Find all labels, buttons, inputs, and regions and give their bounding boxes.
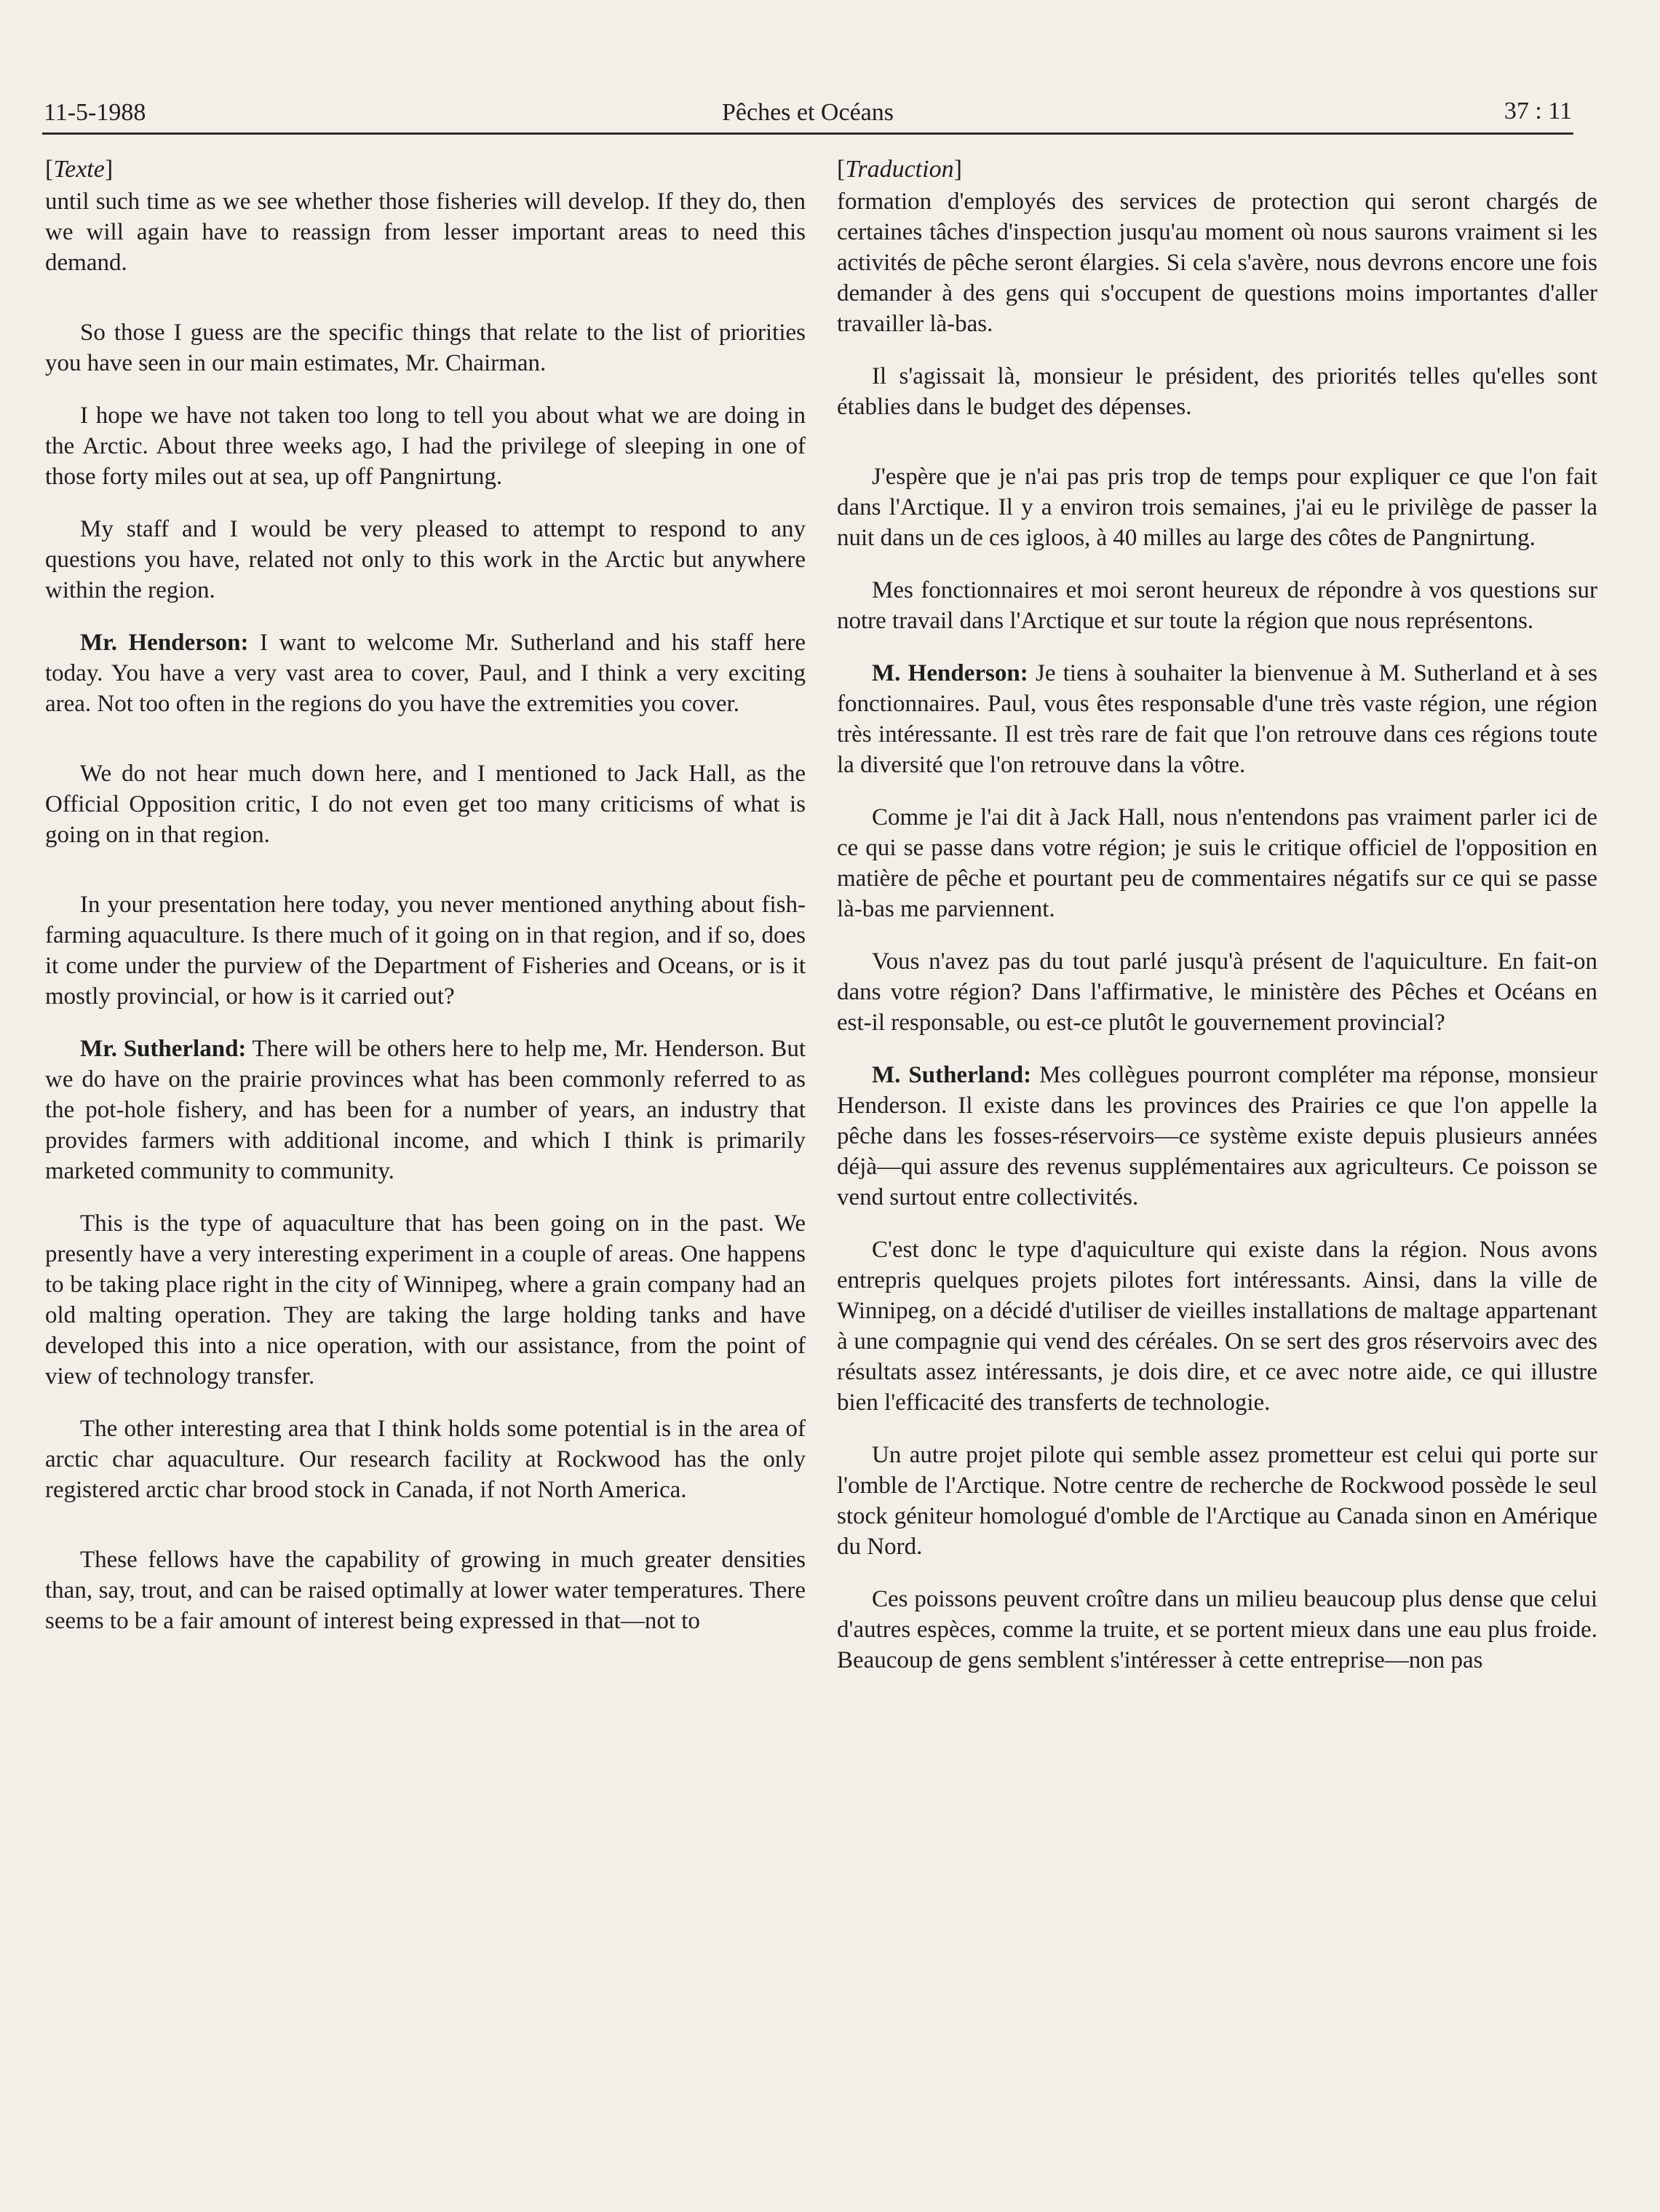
paragraph-text: Mes collègues pourront compléter ma réponse, monsieur Henderson. Il existe dans les provinces des Prairies ce que l'on appelle la pêche dans les fosses-réservoirs—ce système existe depuis plusieurs années déjà—qui assure des revenus supplémentaires aux agriculteurs. Ce poisson se vend surtout entre collectivités. xyxy=(837,1062,1597,1210)
paragraph xyxy=(837,1440,1597,1562)
french-column xyxy=(837,153,1597,1697)
speaker-name: Mr. Henderson: xyxy=(80,630,249,656)
paragraph xyxy=(45,317,806,378)
paragraph-text: Ces poissons peuvent croître dans un milieu beaucoup plus dense que celui d'autres espèces, comme la truite, et se portent mieux dans une eau plus froide. Beaucoup de gens semblent s'intéresser à cette entreprise—non pas xyxy=(837,1586,1597,1673)
paragraph xyxy=(837,461,1597,553)
paragraph xyxy=(45,1545,806,1636)
language-label-text: Traduction xyxy=(845,156,954,183)
paragraph-text: Il s'agissait là, monsieur le président, des priorités telles qu'elles sont établies dans le budget des dépenses. xyxy=(837,363,1597,420)
paragraph-text: Un autre projet pilote qui semble assez prometteur est celui qui porte sur l'omble de l'Arctique. Notre centre de recherche de Rockwood possède le seul stock géniteur homologué d'omble de l'Arctique au Canada sinon en Amérique du Nord. xyxy=(837,1442,1597,1560)
paragraph-text: I want to welcome Mr. Sutherland and his staff here today. You have a very vast area to cover, Paul, and I think a very exciting area. Not too often in the regions do you have the extremities you cover. xyxy=(45,630,806,717)
paragraph-text: formation d'employés des services de protection qui seront chargés de certaines tâches d'inspection jusqu'au moment où nous saurons vraiment si les activités de pêche seront élargies. Si cela s'avère, nous devrons encore une fois demander à des gens qui s'occupent de questions moins importantes d'aller travailler là-bas. xyxy=(837,189,1597,337)
paragraph xyxy=(45,514,806,606)
paragraph xyxy=(837,575,1597,636)
paragraph-text: The other interesting area that I think holds some potential is in the area of arctic char aquaculture. Our research facility at Rockwood has the only registered arctic char brood stock in Canada, if not North America. xyxy=(45,1416,806,1503)
paragraph-text: We do not hear much down here, and I mentioned to Jack Hall, as the Official Opposition critic, I do not even get too many criticisms of what is going on in that region. xyxy=(45,761,806,848)
paragraph-text: Comme je l'ai dit à Jack Hall, nous n'entendons pas vraiment parler ici de ce qui se passe dans votre région; je suis le critique officiel de l'opposition en matière de pêche et pourtant peu de commentaires négatifs sur ce qui se passe là-bas me parviennent. xyxy=(837,804,1597,922)
paragraph xyxy=(837,186,1597,339)
paragraph-text: J'espère que je n'ai pas pris trop de temps pour expliquer ce que l'on fait dans l'Arctique. Il y a environ trois semaines, j'ai eu le privilège de passer la nuit dans un de ces igloos, à 40 milles au large des côtes de Pangnirtung. xyxy=(837,464,1597,551)
paragraph xyxy=(45,1208,806,1392)
paragraph-text: This is the type of aquaculture that has been going on in the past. We presently have a very interesting experiment in a couple of areas. One happens to be taking place right in the city of Winnipeg, where a grain company had an old malting operation. They are taking the large holding tanks and have developed this into a nice operation, with our assistance, from the point of view of technology transfer. xyxy=(45,1210,806,1390)
language-label: [Texte] xyxy=(45,156,114,183)
paragraph-text: My staff and I would be very pleased to attempt to respond to any questions you have, related not only to this work in the Arctic but anywhere within the region. xyxy=(45,516,806,603)
paragraph-text: until such time as we see whether those fisheries will develop. If they do, then we will again have to reassign from lesser important areas to need this demand. xyxy=(45,189,806,276)
header-date: 11-5-1988 xyxy=(44,99,146,126)
paragraph-text: I hope we have not taken too long to tell you about what we are doing in the Arctic. About three weeks ago, I had the privilege of sleeping in one of those forty miles out at sea, up off Pangnirtung. xyxy=(45,403,806,490)
paragraph-text: These fellows have the capability of growing in much greater densities than, say, trout, and can be raised optimally at lower water temperatures. There seems to be a fair amount of interest being expressed in that—not to xyxy=(45,1547,806,1634)
paragraph-text: Vous n'avez pas du tout parlé jusqu'à présent de l'aquiculture. En fait-on dans votre région? Dans l'affirmative, le ministère des Pêches et Océans en est-il responsable, ou est-ce plutôt le gouvernement provincial? xyxy=(837,948,1597,1036)
paragraph-text: There will be others here to help me, Mr. Henderson. But we do have on the prairie provinces what has been commonly referred to as the pot-hole fishery, and has been for a number of years, an industry that provides farmers with additional income, and which I think is primarily marketed community to community. xyxy=(45,1036,806,1184)
paragraph xyxy=(837,1060,1597,1213)
page-header xyxy=(44,91,1572,135)
paragraph xyxy=(45,889,806,1012)
paragraph xyxy=(837,1234,1597,1418)
paragraph xyxy=(837,802,1597,924)
speaker-name: Mr. Sutherland: xyxy=(80,1036,247,1062)
paragraph-text: In your presentation here today, you never mentioned anything about fish-farming aquaculture. Is there much of it going on in that region, and if so, does it come under the purview of the Department of Fisheries and Oceans, or is it mostly provincial, or how is it carried out? xyxy=(45,892,806,1010)
paragraph xyxy=(837,361,1597,422)
paragraph xyxy=(45,1414,806,1505)
language-label-text: Texte xyxy=(53,156,105,183)
paragraph xyxy=(45,186,806,278)
language-label: [Traduction] xyxy=(837,156,962,183)
paragraph xyxy=(45,758,806,850)
header-page-number: 37 : 11 xyxy=(1504,98,1572,124)
paragraph-text: Mes fonctionnaires et moi seront heureux de répondre à vos questions sur notre travail dans l'Arctique et sur toute la région que nous représentons. xyxy=(837,577,1597,634)
paragraph xyxy=(837,1584,1597,1676)
paragraph-text: Je tiens à souhaiter la bienvenue à M. Sutherland et à ses fonctionnaires. Paul, vous êtes responsable d'une très vaste région, une région très intéressante. Il est très rare de fait que l'on retrouve dans ces régions toute la diversité que l'on retrouve dans la vôtre. xyxy=(837,660,1597,778)
header-title: Pêches et Océans xyxy=(721,99,894,126)
paragraph-text: So those I guess are the specific things that relate to the list of priorities you have seen in our main estimates, Mr. Chairman. xyxy=(45,320,806,376)
english-column xyxy=(45,153,806,1658)
paragraph-text: C'est donc le type d'aquiculture qui existe dans la région. Nous avons entrepris quelques projets pilotes fort intéressants. Ainsi, dans la ville de Winnipeg, on a décidé d'utiliser de vieilles installations de maltage appartenant à une compagnie qui vend des céréales. On se sert des gros réservoirs avec des résultats assez intéressants, je dois dire, et ce avec notre aide, ce qui illustre bien l'efficacité des transferts de technologie. xyxy=(837,1237,1597,1416)
paragraph xyxy=(45,400,806,492)
paragraph xyxy=(45,627,806,719)
paragraph xyxy=(837,946,1597,1038)
paragraph xyxy=(45,1034,806,1186)
speaker-name: M. Henderson: xyxy=(872,660,1028,686)
speaker-name: M. Sutherland: xyxy=(872,1062,1032,1088)
paragraph xyxy=(837,658,1597,780)
header-rule xyxy=(42,132,1573,135)
